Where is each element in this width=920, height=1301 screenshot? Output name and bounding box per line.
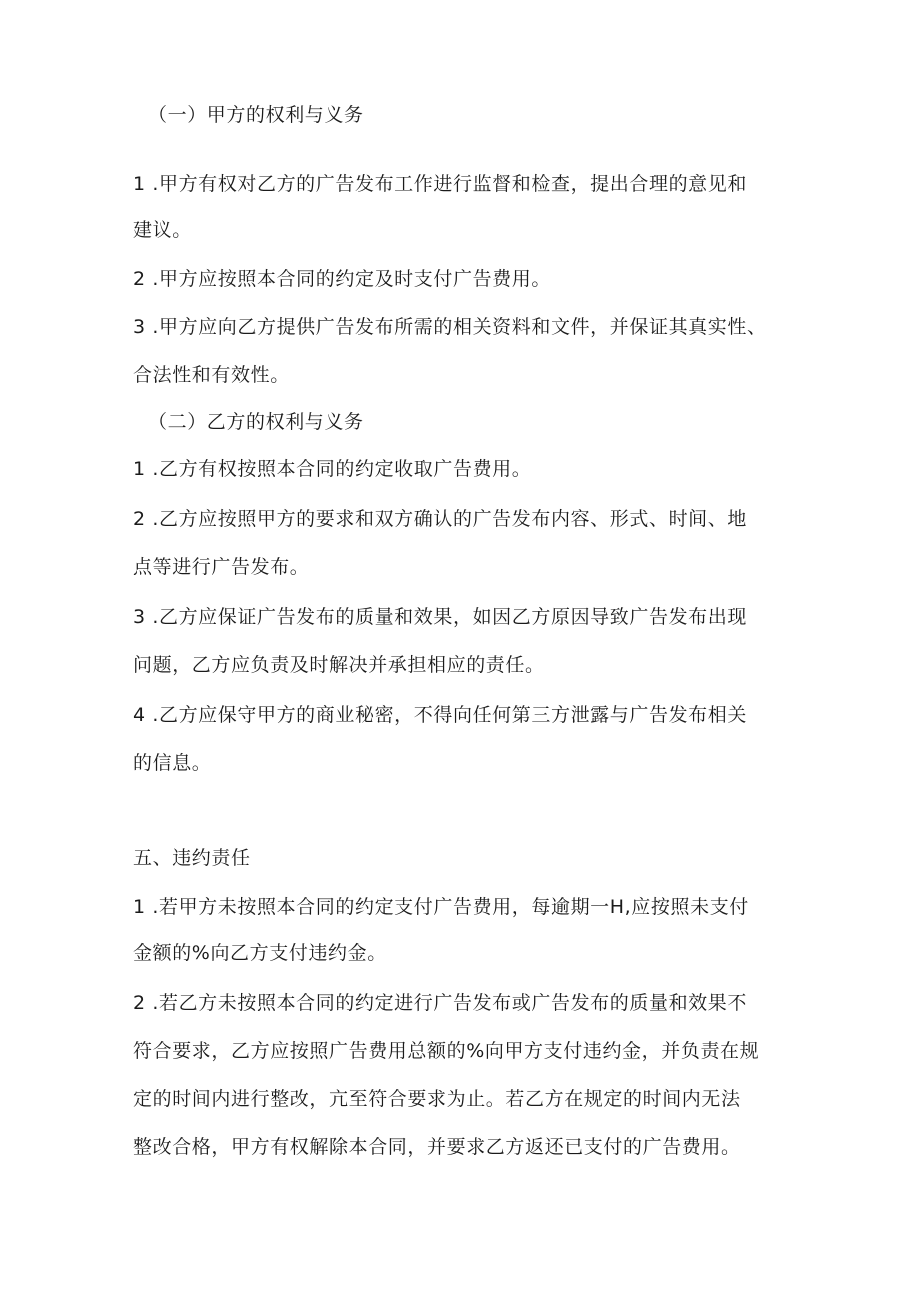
liability-item-1-line-2: 金额的%向乙方支付违约金。 — [133, 942, 387, 964]
section-one-heading: （一）甲方的权利与义务 — [148, 104, 364, 126]
liability-item-1-line-1: 1 .若甲方未按照本合同的约定支付广告费用，每逾期一H,应按照未支付 — [133, 896, 749, 918]
party-a-item-1-line-2: 建议。 — [133, 219, 192, 241]
party-b-item-3-line-2: 问题，乙方应负责及时解决并承担相应的责任。 — [133, 654, 545, 676]
party-a-item-2: 2 .甲方应按照本合同的约定及时支付广告费用。 — [133, 268, 551, 290]
party-a-item-1-line-1: 1 .甲方有权对乙方的广告发布工作进行监督和检查，提出合理的意见和 — [133, 173, 747, 195]
liability-item-2-line-2: 符合要求，乙方应按照广告费用总额的%向甲方支付违约金，并负责在规 — [133, 1040, 760, 1062]
section-five-heading: 五、违约责任 — [133, 847, 251, 869]
party-b-item-1: 1 .乙方有权按照本合同的约定收取广告费用。 — [133, 458, 532, 480]
party-a-item-3-line-2: 合法性和有效性。 — [133, 364, 290, 386]
liability-item-2-line-3: 定的时间内进行整改，亢至符合要求为止。若乙方在规定的时间内无法 — [133, 1088, 741, 1110]
party-b-item-3-line-1: 3 .乙方应保证广告发布的质量和效果，如因乙方原因导致广告发布出现 — [133, 606, 747, 628]
party-b-item-4-line-1: 4 .乙方应保守甲方的商业秘密，不得向任何第三方泄露与广告发布相关 — [133, 704, 747, 726]
liability-item-2-line-4: 整改合格，甲方有权解除本合同，并要求乙方返还已支付的广告费用。 — [133, 1136, 741, 1158]
liability-item-2-line-1: 2 .若乙方未按照本合同的约定进行广告发布或广告发布的质量和效果不 — [133, 992, 747, 1014]
party-b-item-2-line-2: 点等进行广告发布。 — [133, 556, 310, 578]
section-two-heading: （二）乙方的权利与义务 — [148, 411, 364, 433]
party-b-item-2-line-1: 2 .乙方应按照甲方的要求和双方确认的广告发布内容、形式、时间、地 — [133, 508, 747, 530]
party-a-item-3-line-1: 3 .甲方应向乙方提供广告发布所需的相关资料和文件，并保证其真实性、 — [133, 316, 767, 338]
party-b-item-4-line-2: 的信息。 — [133, 752, 212, 774]
